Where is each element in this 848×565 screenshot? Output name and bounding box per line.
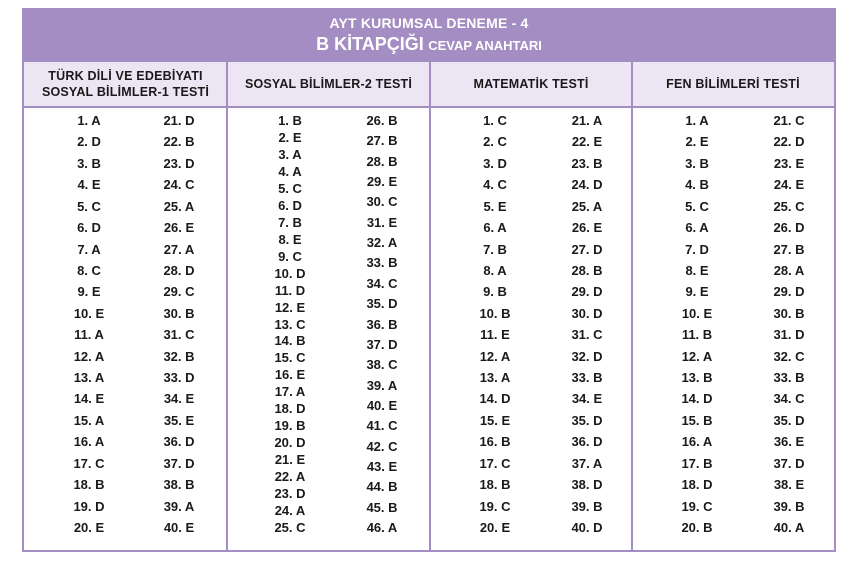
answer-item: 3. B [685, 155, 709, 171]
answer-item: 15. E [479, 412, 511, 428]
answer-item: 22. E [571, 134, 603, 150]
answer-item: 21. C [773, 113, 805, 128]
answer-item: 37. D [773, 455, 805, 471]
answer-item: 17. C [479, 455, 511, 471]
answer-item: 25. A [571, 198, 603, 214]
answer-item: 13. A [73, 370, 105, 386]
answer-item: 9. E [77, 284, 101, 300]
answer-item: 19. B [274, 418, 306, 434]
answer-item: 40. E [163, 520, 195, 535]
column-divider [429, 62, 431, 552]
answer-item: 1. A [77, 113, 101, 128]
answer-item: 5. E [483, 198, 507, 214]
answer-item: 39. A [366, 377, 398, 393]
answer-item: 23. D [274, 486, 306, 502]
answer-item: 38. C [366, 357, 398, 373]
answer-key-sheet [22, 8, 836, 552]
answer-item: 38. B [163, 477, 195, 493]
answer-item: 20. D [274, 435, 306, 451]
answer-item: 18. B [479, 477, 511, 493]
answer-item: 20. E [73, 520, 105, 535]
answer-item: 24. A [274, 503, 306, 519]
answer-item: 35. D [366, 296, 398, 312]
answer-item: 7. B [278, 214, 302, 230]
answer-item: 2. E [278, 129, 302, 145]
answer-item: 40. E [366, 397, 398, 413]
answer-item: 37. A [571, 455, 603, 471]
answer-item: 34. C [773, 391, 805, 407]
section-header [430, 62, 632, 106]
answer-item: 13. C [274, 316, 306, 332]
answer-item: 41. C [366, 418, 398, 434]
answer-section [430, 108, 632, 552]
answer-item: 21. D [163, 113, 195, 128]
answer-item: 27. A [163, 241, 195, 257]
answer-item: 35. E [163, 412, 195, 428]
answer-item: 8. E [278, 231, 302, 247]
answer-item: 23. D [163, 155, 195, 171]
answer-item: 13. B [681, 370, 713, 386]
answer-item: 26. E [571, 220, 603, 236]
answer-item: 29. D [773, 284, 805, 300]
section-name-line: SOSYAL BİLİMLER-1 TESTİ [41, 85, 210, 99]
answer-item: 19. D [73, 498, 105, 514]
answer-item: 3. B [77, 155, 101, 171]
answer-item: 21. E [274, 452, 306, 468]
answer-item: 20. E [479, 520, 511, 535]
answer-item: 25. C [274, 520, 306, 535]
answer-section [227, 108, 430, 552]
answer-item: 1. C [483, 113, 507, 128]
answer-item: 19. C [681, 498, 713, 514]
title-banner [24, 10, 834, 62]
answer-item: 24. D [571, 177, 603, 193]
answer-item: 12. E [274, 299, 306, 315]
answer-item: 35. D [773, 412, 805, 428]
column-divider [226, 62, 228, 552]
answer-item: 26. D [773, 220, 805, 236]
answer-item: 27. B [366, 133, 398, 149]
answer-item: 14. E [73, 391, 105, 407]
answer-item: 42. C [366, 438, 398, 454]
answer-item: 9. B [483, 284, 507, 300]
answer-item: 39. A [163, 498, 195, 514]
answer-item: 3. D [483, 155, 507, 171]
answer-item: 10. E [73, 305, 105, 321]
answer-item: 8. A [483, 262, 507, 278]
answer-item: 30. B [773, 305, 805, 321]
answer-item: 18. D [681, 477, 713, 493]
answer-item: 26. E [163, 220, 195, 236]
column-divider [631, 62, 633, 552]
answer-item: 36. B [366, 316, 398, 332]
section-name-line: SOSYAL BİLİMLER-2 TESTİ [244, 77, 413, 91]
answer-item: 12. A [479, 348, 511, 364]
answer-item: 33. B [366, 255, 398, 271]
answer-item: 34. E [571, 391, 603, 407]
answer-item: 19. C [479, 498, 511, 514]
section-name-line: MATEMATİK TESTİ [473, 77, 589, 91]
answer-item: 28. A [773, 262, 805, 278]
answer-item: 31. D [773, 327, 805, 343]
answer-item: 31. E [366, 214, 398, 230]
answer-item: 25. C [773, 198, 805, 214]
answer-item: 36. E [773, 434, 805, 450]
answer-item: 17. B [681, 455, 713, 471]
answer-item: 45. B [366, 499, 398, 515]
answer-item: 2. D [77, 134, 101, 150]
answer-item: 5. C [685, 198, 709, 214]
answer-item: 36. D [163, 434, 195, 450]
answer-item: 38. E [773, 477, 805, 493]
answer-section [24, 108, 227, 552]
section-name-line: FEN BİLİMLERİ TESTİ [666, 77, 800, 91]
answer-item: 35. D [571, 412, 603, 428]
answer-item: 16. A [73, 434, 105, 450]
answer-item: 14. D [681, 391, 713, 407]
answer-item: 30. D [571, 305, 603, 321]
answer-item: 14. B [274, 333, 306, 349]
answer-item: 14. D [479, 391, 511, 407]
answer-item: 18. D [274, 401, 306, 417]
answer-item: 33. B [571, 370, 603, 386]
answer-item: 33. D [163, 370, 195, 386]
answer-item: 28. B [366, 153, 398, 169]
answer-item: 8. E [685, 262, 709, 278]
answer-item: 11. A [74, 327, 104, 343]
answer-item: 18. B [73, 477, 105, 493]
answer-item: 11. B [681, 327, 713, 343]
answer-item: 10. E [681, 305, 713, 321]
answer-item: 4. A [278, 163, 302, 179]
answer-item: 10. B [479, 305, 511, 321]
answer-item: 32. A [366, 235, 398, 251]
answer-item: 37. D [163, 455, 195, 471]
answer-item: 25. A [163, 198, 195, 214]
answer-item: 5. C [77, 198, 101, 214]
answer-item: 1. A [685, 113, 709, 128]
answer-item: 16. E [274, 367, 306, 383]
answer-item: 17. A [274, 384, 306, 400]
answer-item: 39. B [773, 498, 805, 514]
answer-item: 6. A [685, 220, 709, 236]
answer-item: 10. D [274, 265, 306, 281]
answer-item: 30. B [163, 305, 195, 321]
answer-key-label: CEVAP ANAHTARI [428, 38, 542, 53]
answer-item: 46. A [366, 520, 398, 535]
answer-item: 27. B [773, 241, 805, 257]
answer-item: 3. A [278, 146, 302, 162]
answer-item: 22. D [773, 134, 805, 150]
answer-item: 23. B [571, 155, 603, 171]
section-header [227, 62, 430, 106]
answer-item: 1. B [278, 113, 302, 128]
answer-item: 8. C [77, 262, 101, 278]
answer-item: 9. E [685, 284, 709, 300]
answer-item: 15. B [681, 412, 713, 428]
answer-item: 29. D [571, 284, 603, 300]
answer-item: 23. E [773, 155, 805, 171]
answer-item: 20. B [681, 520, 713, 535]
answer-item: 6. D [278, 197, 302, 213]
answer-item: 7. B [483, 241, 507, 257]
answer-item: 15. A [73, 412, 105, 428]
section-header [24, 62, 227, 106]
answer-item: 39. B [571, 498, 603, 514]
answer-item: 22. B [163, 134, 195, 150]
answer-item: 29. E [366, 174, 398, 190]
answer-item: 7. D [685, 241, 709, 257]
section-header [632, 62, 834, 106]
answer-item: 15. C [274, 350, 306, 366]
answer-item: 6. A [483, 220, 507, 236]
answer-item: 34. C [366, 275, 398, 291]
booklet-label: B KİTAPÇIĞI [316, 34, 424, 54]
answer-item: 24. E [773, 177, 805, 193]
answer-item: 36. D [571, 434, 603, 450]
answer-item: 37. D [366, 336, 398, 352]
answer-item: 12. A [73, 348, 105, 364]
answer-item: 4. C [483, 177, 507, 193]
answer-item: 4. B [685, 177, 709, 193]
answer-item: 6. D [77, 220, 101, 236]
answer-item: 5. C [278, 180, 302, 196]
answer-item: 30. C [366, 194, 398, 210]
answer-item: 31. C [163, 327, 195, 343]
answer-item: 44. B [366, 479, 398, 495]
booklet-title [24, 34, 834, 55]
answer-section [632, 108, 834, 552]
answer-item: 33. B [773, 370, 805, 386]
answer-item: 21. A [571, 113, 603, 128]
answer-item: 7. A [77, 241, 101, 257]
answer-item: 2. E [685, 134, 709, 150]
section-name-line: TÜRK DİLİ VE EDEBİYATI [48, 69, 203, 83]
answer-item: 22. A [274, 469, 306, 485]
answer-item: 34. E [163, 391, 195, 407]
answer-item: 38. D [571, 477, 603, 493]
answer-item: 32. B [163, 348, 195, 364]
answer-item: 28. D [163, 262, 195, 278]
answer-item: 43. E [366, 458, 398, 474]
answer-item: 13. A [479, 370, 511, 386]
answer-item: 11. D [274, 282, 306, 298]
answer-item: 27. D [571, 241, 603, 257]
answer-item: 32. C [773, 348, 805, 364]
answer-item: 40. A [773, 520, 805, 535]
answer-item: 11. E [480, 327, 510, 343]
answer-item: 4. E [77, 177, 101, 193]
answer-item: 31. C [571, 327, 603, 343]
answer-item: 16. A [681, 434, 713, 450]
answer-item: 2. C [483, 134, 507, 150]
answer-item: 32. D [571, 348, 603, 364]
answer-item: 9. C [278, 248, 302, 264]
answer-item: 40. D [571, 520, 603, 535]
answer-item: 16. B [479, 434, 511, 450]
answer-item: 28. B [571, 262, 603, 278]
answer-item: 29. C [163, 284, 195, 300]
answer-item: 24. C [163, 177, 195, 193]
answer-item: 12. A [681, 348, 713, 364]
answer-item: 26. B [366, 113, 398, 128]
answer-item: 17. C [73, 455, 105, 471]
exam-title: AYT KURUMSAL DENEME - 4 [329, 15, 529, 31]
